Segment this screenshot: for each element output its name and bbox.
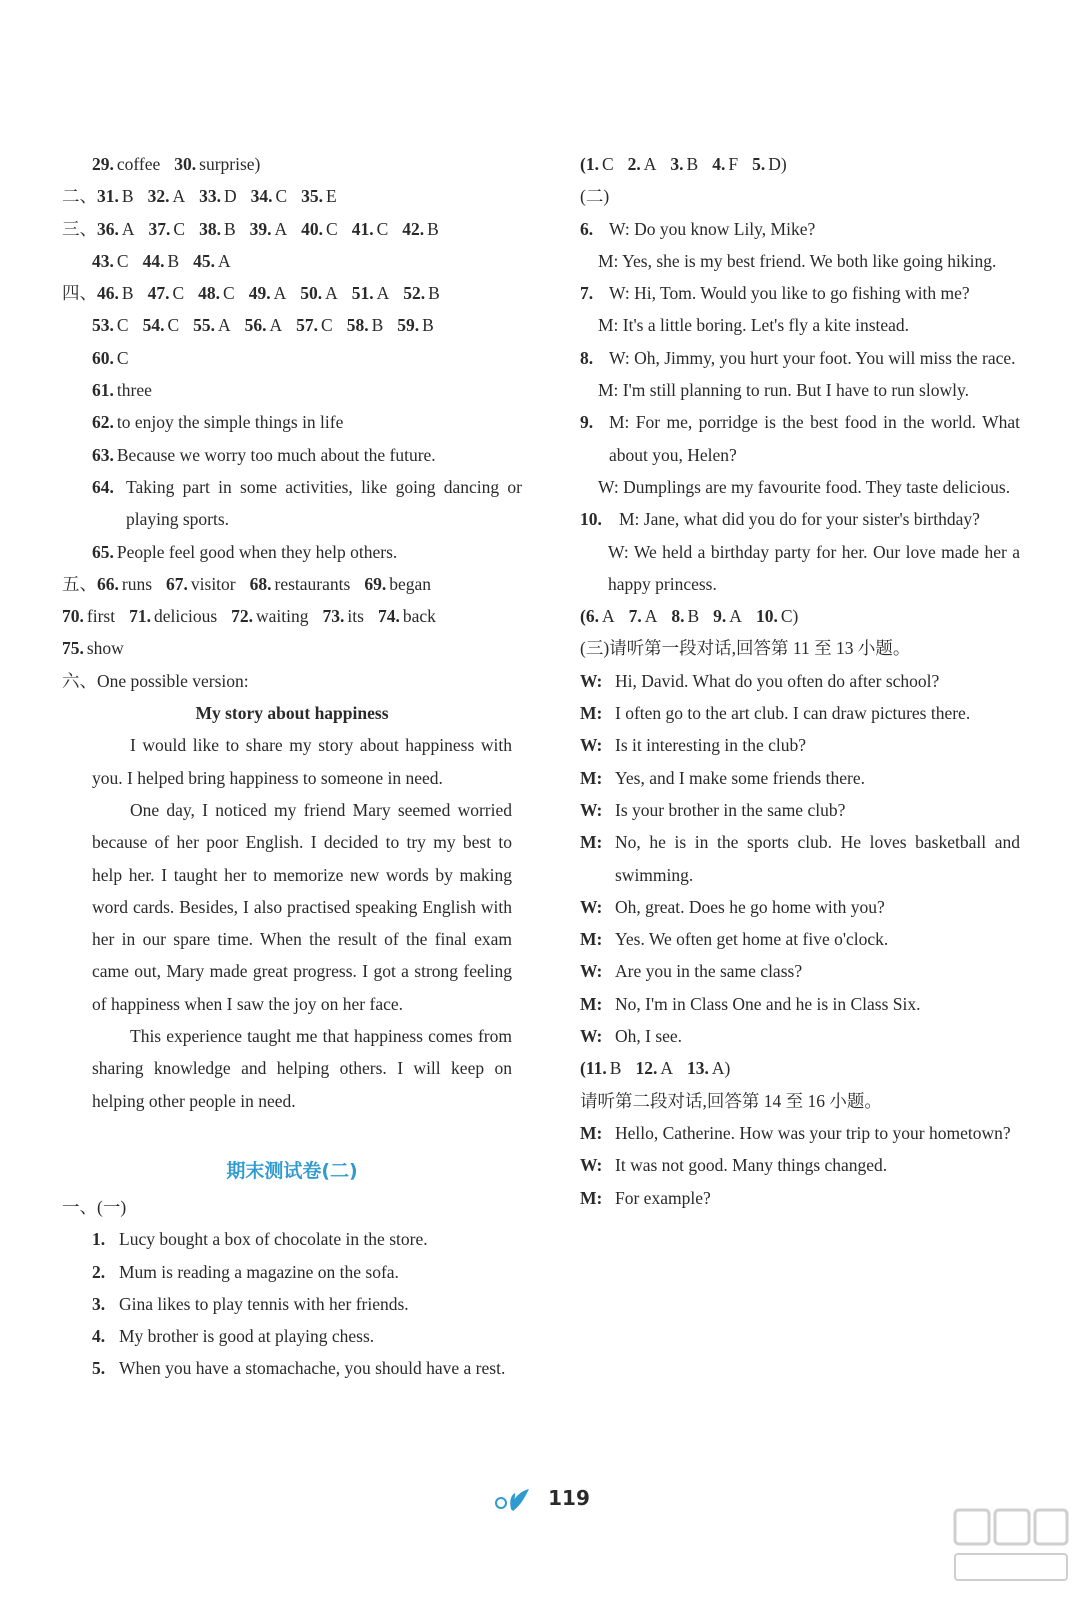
question-number: 47. [147, 283, 170, 304]
question-number: 13. [686, 1058, 709, 1079]
question-number: 72. [231, 606, 254, 627]
answer-text: surprise) [199, 154, 261, 174]
answer-item [97, 568, 152, 600]
answer-line [580, 1052, 1020, 1084]
question-number: 39. [249, 218, 272, 239]
question-number: 75. [62, 638, 84, 659]
answer-text: to enjoy the simple things in life [116, 412, 344, 433]
question-number: W: [580, 670, 603, 691]
answer-text: B [223, 218, 236, 239]
dialog-line [580, 277, 1020, 309]
answer-line [62, 342, 522, 374]
question-number: 5. [92, 1358, 106, 1379]
question-number: 57. [296, 315, 319, 336]
section-number: 三、 [62, 218, 97, 239]
answer-item [300, 277, 338, 309]
answer-item [352, 213, 389, 245]
answer-text: Taking part in some activities, like going dancing or playing sports. [126, 476, 522, 530]
answer-text: Because we worry too much about the future. [116, 444, 436, 465]
answer-item [352, 277, 390, 309]
dialog-line [580, 342, 1020, 374]
answer-text: Lucy bought a box of chocolate in the store. [119, 1229, 428, 1250]
answer-text: back [402, 606, 436, 627]
answer-line [62, 632, 522, 664]
essay-paragraph: This experience taught me that happiness comes from sharing knowledge and helping others. I will keep on helping other people in need. [92, 1026, 512, 1111]
answer-text: C [167, 315, 180, 336]
question-number: M: [580, 1122, 603, 1143]
answer-item [97, 277, 134, 309]
answer-text: runs [121, 573, 153, 594]
answer-text: C [116, 250, 129, 271]
question-number: 54. [142, 315, 165, 336]
question-number: 7. [580, 283, 594, 304]
question-number: 35. [301, 186, 324, 207]
answer-item [143, 245, 180, 277]
subsection-heading: 请听第二段对话,回答第 14 至 16 小题。 [580, 1090, 882, 1111]
answer-text: B [422, 315, 434, 336]
question-number: W: [580, 1155, 603, 1176]
question-number: (11. [580, 1058, 607, 1079]
page-footer [0, 1486, 1083, 1513]
answer-item [635, 1052, 673, 1084]
answer-text: Gina likes to play tennis with her friends. [119, 1293, 409, 1314]
watermark-logo-icon [951, 1504, 1071, 1586]
answer-text: C [223, 283, 235, 304]
answer-text: D) [768, 154, 787, 174]
answer-text: A [218, 250, 231, 271]
answer-text: E [326, 186, 337, 207]
answer-item [671, 600, 699, 632]
answer-item [301, 180, 337, 212]
essay-paragraph: One day, I noticed my friend Mary seemed worried because of her poor English. I decided to try my best to help her. I taught her to memorize new words by making word cards. Besides, I also practised speaking English with her in our spare time. When the result of the final exam came out, Mary made great progress. I got a strong feeling of happiness when I saw the joy on her face. [92, 799, 512, 1014]
section-subheading: 一、(一) [62, 1196, 127, 1217]
hanging-line [62, 471, 522, 536]
answer-text: A [218, 315, 231, 336]
answer-line [62, 374, 522, 406]
question-number: 66. [97, 573, 119, 594]
question-number: 74. [377, 606, 400, 627]
answer-text: C [326, 218, 338, 239]
answer-item [402, 213, 439, 245]
answer-text: show [86, 638, 124, 659]
answer-line [62, 406, 522, 438]
right-column [580, 148, 1020, 1214]
question-number: 51. [351, 283, 374, 304]
butterfly-logo-icon [493, 1487, 533, 1513]
answer-item [580, 1052, 621, 1084]
answer-text: A [172, 186, 186, 207]
question-number: 8. [580, 347, 594, 368]
dialog-text: W: Dumplings are my favourite food. They taste delicious. [598, 476, 1011, 497]
answer-item [687, 1052, 730, 1084]
answer-item [193, 245, 231, 277]
question-number: 8. [671, 606, 685, 627]
answer-item [250, 568, 351, 600]
page-number: 119 [548, 1486, 590, 1510]
question-number: 61. [92, 380, 114, 401]
answer-item [148, 180, 186, 212]
answer-item [756, 600, 798, 632]
question-number: 7. [628, 606, 642, 627]
answer-item [92, 245, 129, 277]
section-number: 五、 [62, 573, 97, 594]
answer-text: I often go to the art club. I can draw pictures there. [615, 703, 971, 724]
answer-item [713, 600, 742, 632]
hanging-line [580, 729, 1020, 761]
dialog-text: M: It's a little boring. Let's fly a kite instead. [598, 315, 910, 336]
question-number: 29. [92, 154, 114, 174]
question-number: 3. [92, 1293, 106, 1314]
dialog-text: M: For me, porridge is the best food in the world. What about you, Helen? [609, 412, 1020, 465]
question-number: 37. [148, 218, 171, 239]
question-number: 67. [166, 573, 188, 594]
question-number: 34. [250, 186, 273, 207]
question-number: W: [580, 896, 603, 917]
hanging-line [62, 1320, 522, 1352]
question-number: 55. [193, 315, 215, 336]
answer-item [580, 148, 614, 180]
answer-text: Hi, David. What do you often do after school? [615, 670, 940, 691]
answer-text: Oh, great. Does he go home with you? [615, 896, 885, 917]
question-number: M: [580, 993, 603, 1014]
answer-text: waiting [256, 606, 309, 627]
dialog-line [580, 471, 1020, 503]
answer-text: restaurants [274, 573, 351, 594]
subsection-heading: (三)请听第一段对话,回答第 11 至 13 小题。 [580, 638, 911, 659]
question-number: 2. [627, 154, 641, 174]
answer-item [296, 309, 333, 341]
answer-item [670, 148, 698, 180]
answer-text: visitor [190, 573, 236, 594]
answer-text: B [427, 218, 439, 239]
answer-text: B [167, 250, 180, 271]
hanging-line [580, 1182, 1020, 1214]
answer-item [250, 213, 288, 245]
hanging-line [580, 697, 1020, 729]
question-number: 4. [712, 154, 726, 174]
question-number: 65. [92, 541, 114, 562]
answer-item [323, 600, 364, 632]
answer-item [62, 600, 115, 632]
answer-line [62, 600, 522, 632]
question-number: W: [580, 961, 603, 982]
question-number: 42. [402, 218, 425, 239]
answer-item [251, 180, 288, 212]
answer-text: first [86, 606, 116, 627]
question-number: 60. [92, 347, 114, 368]
question-number: 46. [97, 283, 119, 304]
dialog-line [580, 309, 1020, 341]
answer-item [397, 309, 434, 341]
left-column [62, 148, 522, 1385]
question-number: W: [580, 799, 603, 820]
hanging-line [580, 1149, 1020, 1181]
answer-text: Hello, Catherine. How was your trip to your hometown? [615, 1122, 1011, 1143]
answer-item [129, 600, 217, 632]
answer-item [580, 600, 615, 632]
answer-item [378, 600, 436, 632]
hanging-line [62, 1288, 522, 1320]
answer-line [62, 568, 522, 600]
hanging-line [580, 1117, 1020, 1149]
answer-text: C [173, 218, 186, 239]
answer-item [347, 309, 384, 341]
answer-text: C) [780, 606, 799, 627]
answer-text: A [643, 154, 657, 174]
answer-item [712, 148, 738, 180]
dialog-text: M: I'm still planning to run. But I have to run slowly. [598, 380, 969, 401]
dialog-line [580, 374, 1020, 406]
answer-item [364, 568, 431, 600]
answer-item [752, 148, 787, 180]
answer-text: B [686, 154, 699, 174]
answer-text: its [347, 606, 364, 627]
question-number: M: [580, 929, 603, 950]
question-number: 59. [397, 315, 420, 336]
question-number: 5. [752, 154, 766, 174]
answer-text: A [376, 283, 390, 304]
answer-line [62, 213, 522, 245]
hanging-line [62, 1223, 522, 1255]
answer-item [143, 309, 180, 341]
answer-text: A [644, 606, 658, 627]
answer-text: began [389, 573, 431, 594]
question-number: 69. [364, 573, 387, 594]
answer-line [580, 600, 1020, 632]
question-number: 68. [249, 573, 272, 594]
answer-text: A) [711, 1058, 731, 1079]
question-number: 31. [97, 186, 119, 207]
question-number: 43. [92, 250, 114, 271]
answer-text: Is your brother in the same club? [615, 799, 846, 820]
answer-text: A [660, 1058, 673, 1079]
question-number: 53. [92, 315, 114, 336]
question-number: 30. [174, 154, 197, 174]
hanging-line [580, 826, 1020, 891]
question-number: 12. [635, 1058, 658, 1079]
dialog-line [580, 213, 1020, 245]
answer-text: When you have a stomachache, you should have a rest. [119, 1358, 506, 1379]
answer-line [62, 277, 522, 309]
question-number: 58. [346, 315, 369, 336]
question-number: 64. [92, 476, 114, 497]
answer-item [403, 277, 440, 309]
answer-text: C [321, 315, 333, 336]
hanging-line [580, 794, 1020, 826]
answer-text: A [273, 283, 287, 304]
question-number: 33. [199, 186, 221, 207]
answer-text: A [729, 606, 742, 627]
dialog-line [580, 245, 1020, 277]
dialog-text: W: We held a birthday party for her. Our love made her a happy princess. [608, 541, 1020, 594]
answer-text: Mum is reading a magazine on the sofa. [119, 1261, 399, 1282]
answer-text: three [116, 380, 152, 401]
answer-text: B [121, 283, 134, 304]
answer-text: A [601, 606, 615, 627]
question-number: M: [580, 767, 603, 788]
answer-text: A [121, 218, 135, 239]
answer-item [97, 180, 134, 212]
answer-item [231, 600, 308, 632]
answer-item [199, 213, 236, 245]
answer-line [62, 180, 522, 212]
question-number: 2. [92, 1261, 106, 1282]
answer-text: C [116, 315, 129, 336]
answer-text: Is it interesting in the club? [615, 735, 806, 756]
question-number: (6. [580, 606, 599, 627]
question-number: 9. [713, 606, 727, 627]
answer-text: No, he is in the sports club. He loves basketball and swimming. [615, 832, 1020, 885]
hanging-line [62, 1352, 522, 1384]
answer-item [193, 309, 231, 341]
answer-text: B [687, 606, 700, 627]
answer-text: No, I'm in Class One and he is in Class Six. [615, 993, 921, 1014]
question-number: 1. [92, 1229, 106, 1250]
answer-item [198, 277, 235, 309]
question-number: W: [580, 735, 603, 756]
answer-item [301, 213, 338, 245]
question-number: 73. [322, 606, 345, 627]
hanging-line [580, 762, 1020, 794]
answer-text: B [371, 315, 384, 336]
answer-text: People feel good when they help others. [116, 541, 398, 562]
answer-item [629, 600, 658, 632]
question-number: 49. [248, 283, 271, 304]
question-number: 48. [198, 283, 220, 304]
answer-item [199, 180, 237, 212]
subsection-heading: (二) [580, 186, 610, 207]
question-number: M: [580, 703, 603, 724]
question-number: 45. [193, 250, 215, 271]
question-number: 44. [142, 250, 165, 271]
hanging-line [580, 923, 1020, 955]
question-number: 70. [62, 606, 84, 627]
answer-text: C [116, 347, 129, 368]
hanging-line [580, 665, 1020, 697]
answer-item [249, 277, 287, 309]
answer-line [62, 309, 522, 341]
question-number: 56. [244, 315, 267, 336]
question-number: 36. [97, 218, 119, 239]
dialog-text: M: Yes, she is my best friend. We both like going hiking. [598, 250, 997, 271]
answer-text: C [376, 218, 389, 239]
question-number: 71. [129, 606, 151, 627]
question-number: 9. [580, 412, 594, 433]
question-number: 41. [351, 218, 374, 239]
answer-text: A [274, 218, 288, 239]
answer-line [62, 148, 522, 180]
question-number: (1. [580, 154, 599, 174]
question-number: 38. [199, 218, 221, 239]
question-number: 62. [92, 412, 114, 433]
question-number: W: [580, 1026, 603, 1047]
answer-text: It was not good. Many things changed. [615, 1155, 888, 1176]
answer-text: B [609, 1058, 622, 1079]
answer-text: B [428, 283, 440, 304]
essay-paragraph: I would like to share my story about happiness with you. I helped bring happiness to someone in need. [92, 735, 512, 788]
answer-item [92, 309, 129, 341]
dialog-text: M: Jane, what did you do for your sister's birthday? [619, 509, 980, 530]
answer-item [97, 213, 135, 245]
answer-item [174, 148, 260, 180]
dialog-text: W: Hi, Tom. Would you like to go fishing with me? [609, 283, 970, 304]
answer-text: A [325, 283, 338, 304]
question-number: 4. [92, 1326, 106, 1347]
answer-line [62, 439, 522, 471]
question-number: 10. [755, 606, 778, 627]
answer-line [62, 245, 522, 277]
hanging-line [580, 988, 1020, 1020]
question-number: 40. [301, 218, 324, 239]
answer-item [628, 148, 657, 180]
essay-title: My story about happiness [195, 703, 389, 724]
question-number: M: [580, 832, 603, 853]
answer-line [580, 148, 1020, 180]
question-number: 10. [580, 509, 602, 530]
answer-text: A [269, 315, 283, 336]
question-number: 63. [92, 444, 114, 465]
answer-text: delicious [153, 606, 218, 627]
answer-text: F [728, 154, 739, 174]
question-number: 6. [580, 218, 594, 239]
answer-text: Yes. We often get home at five o'clock. [615, 929, 889, 950]
essay-heading: 六、One possible version: [62, 670, 249, 691]
hanging-line [62, 1256, 522, 1288]
answer-text: Yes, and I make some friends there. [615, 767, 865, 788]
dialog-text: W: Do you know Lily, Mike? [609, 218, 816, 239]
answer-text: B [121, 186, 134, 207]
answer-line [62, 536, 522, 568]
answer-item [245, 309, 283, 341]
hanging-line [580, 891, 1020, 923]
answer-item [148, 277, 185, 309]
answer-text: Are you in the same class? [615, 961, 803, 982]
answer-text: C [172, 283, 185, 304]
dialog-line [580, 406, 1020, 471]
answer-item [149, 213, 186, 245]
answer-text: For example? [615, 1187, 711, 1208]
section-number: 四、 [62, 283, 97, 304]
answer-item [92, 148, 160, 180]
section-title: 期末测试卷(二) [226, 1159, 358, 1182]
question-number: 52. [403, 283, 426, 304]
question-number: 50. [300, 283, 323, 304]
answer-text: My brother is good at playing chess. [119, 1326, 375, 1347]
hanging-line [580, 955, 1020, 987]
question-number: M: [580, 1187, 603, 1208]
dialog-text: W: Oh, Jimmy, you hurt your foot. You will miss the race. [609, 347, 1016, 368]
answer-text: coffee [116, 154, 161, 174]
question-number: 32. [147, 186, 170, 207]
answer-item [166, 568, 236, 600]
dialog-line [580, 536, 1020, 601]
answer-text: C [601, 154, 614, 174]
hanging-line [580, 1020, 1020, 1052]
answer-text: D [223, 186, 237, 207]
answer-text: Oh, I see. [615, 1026, 683, 1047]
section-number: 二、 [62, 186, 97, 207]
question-number: 3. [670, 154, 684, 174]
dialog-line [580, 503, 1020, 535]
answer-text: C [275, 186, 288, 207]
